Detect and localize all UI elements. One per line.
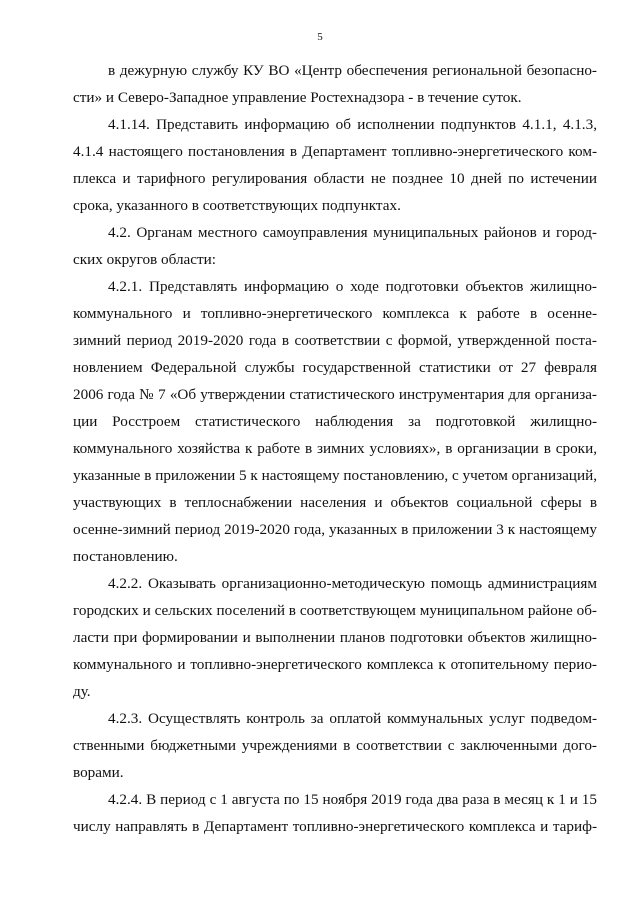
text-line: ласти при формировании и выполнении планов подготовки объектов жилищно- [73, 629, 597, 646]
text-line: новлением Федеральной службы государственной статистики от 27 февраля [73, 359, 597, 376]
text-line: сти» и Северо-Западное управление Ростехнадзора - в течение суток. [73, 89, 522, 106]
text-line: в дежурную службу КУ ВО «Центр обеспечения региональной безопасно- [108, 62, 597, 79]
text-line: ворами. [73, 764, 124, 781]
text-line: зимний период 2019-2020 года в соответствии с формой, утвержденной поста- [73, 332, 597, 349]
text-line: плекса и тарифного регулирования области не позднее 10 дней по истечении [73, 170, 597, 187]
text-line: 4.1.14. Представить информацию об исполнении подпунктов 4.1.1, 4.1.3, [108, 116, 597, 133]
text-line: 4.2. Органам местного самоуправления муниципальных районов и город- [108, 224, 597, 241]
text-line: указанные в приложении 5 к настоящему постановлению, с учетом организаций, [73, 467, 597, 484]
text-line: 4.2.3. Осуществлять контроль за оплатой коммунальных услуг подведом- [108, 710, 597, 727]
text-line: городских и сельских поселений в соответствующем муниципальном районе об- [73, 602, 597, 619]
text-line: 2006 года № 7 «Об утверждении статистического инструментария для организа- [73, 386, 597, 403]
text-line: коммунального и топливно-энергетического комплекса к работе в осенне- [73, 305, 597, 322]
text-line: осенне-зимний период 2019-2020 года, указанных в приложении 3 к настоящему [73, 521, 597, 538]
text-line: коммунального хозяйства к работе в зимних условиях», в организации в сроки, [73, 440, 597, 457]
text-line: 4.2.2. Оказывать организационно-методическую помощь администрациям [108, 575, 597, 592]
text-line: 4.1.4 настоящего постановления в Департамент топливно-энергетического ком- [73, 143, 597, 160]
text-line: ции Росстроем статистического наблюдения за подготовкой жилищно- [73, 413, 597, 430]
text-line: срока, указанного в соответствующих подпунктах. [73, 197, 401, 214]
text-line: участвующих в теплоснабжении населения и объектов социальной сферы в [73, 494, 597, 511]
text-line: коммунального и топливно-энергетического комплекса к отопительному перио- [73, 656, 597, 673]
text-line: ских округов области: [73, 251, 216, 268]
text-line: ственными бюджетными учреждениями в соответствии с заключенными дого- [73, 737, 597, 754]
text-line: постановлению. [73, 548, 178, 565]
text-line: ду. [73, 683, 91, 700]
text-line: 4.2.4. В период с 1 августа по 15 ноября 2019 года два раза в месяц к 1 и 15 [108, 791, 597, 808]
text-line: 4.2.1. Представлять информацию о ходе подготовки объектов жилищно- [108, 278, 597, 295]
text-line: числу направлять в Департамент топливно-энергетического комплекса и тариф- [73, 818, 597, 835]
page-number: 5 [317, 31, 323, 43]
